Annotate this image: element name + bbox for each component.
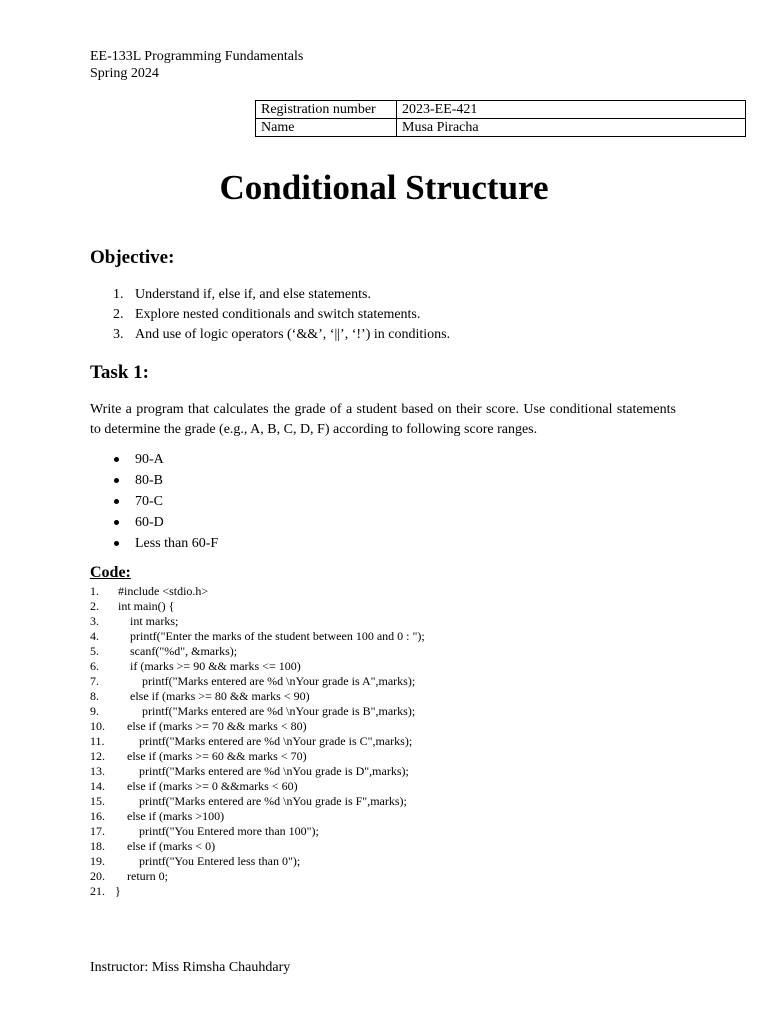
page-title: Conditional Structure [219,168,549,207]
list-text: Explore nested conditionals and switch statements. [135,307,421,322]
list-text: Understand if, else if, and else statements. [135,287,371,302]
grade-range: 80-B [135,473,163,488]
bullet-icon [114,520,119,525]
code-line [90,629,425,644]
line-number: 14. [90,779,105,793]
line-number: 12. [90,749,105,763]
code-line [90,674,425,689]
name-label: Name [256,119,397,137]
line-number: 3. [90,614,99,628]
table-row [256,119,746,137]
bullet-icon [114,457,119,462]
line-number: 11. [90,734,105,748]
code-text: else if (marks >= 70 && marks < 80) [112,719,307,733]
code-line [90,764,425,779]
list-item [90,512,218,533]
line-number: 6. [90,659,99,673]
code-line [90,869,425,884]
grade-range: 70-C [135,494,163,509]
registration-label: Registration number [256,101,397,119]
grade-range-list [90,449,218,554]
code-text: else if (marks < 0) [112,839,216,853]
course-term: Spring 2024 [90,66,159,81]
code-listing [90,584,425,899]
course-header [90,48,303,82]
line-number: 10. [90,719,105,733]
code-line [90,734,425,749]
code-text: else if (marks >= 80 && marks < 90) [112,689,310,703]
table-row [256,101,746,119]
line-number: 8. [90,689,99,703]
line-number: 15. [90,794,105,808]
line-number: 20. [90,869,105,883]
student-info-table [255,100,746,137]
objective-heading: Objective: [90,247,175,268]
line-number: 16. [90,809,105,823]
code-text: return 0; [112,869,168,883]
list-item [90,285,450,305]
code-text: scanf("%d", &marks); [112,644,238,658]
code-line [90,659,425,674]
code-text: int main() { [112,599,175,613]
list-item [90,325,450,345]
line-number: 17. [90,824,105,838]
code-text: printf("Marks entered are %d \nYour grade is A",marks); [112,674,416,688]
list-number: 1. [113,287,124,302]
code-text: printf("Marks entered are %d \nYour grade is B",marks); [112,704,416,718]
code-line [90,749,425,764]
objective-list [90,285,450,345]
line-number: 21. [90,884,105,898]
code-line [90,584,425,599]
list-number: 2. [113,307,124,322]
task-description: Write a program that calculates the grade of a student based on their score. Use conditional statements to determine the grade (e.g., A, B, C, D, F) according to following score ranges. [90,402,676,437]
code-line [90,839,425,854]
code-line [90,854,425,869]
code-text: printf("Enter the marks of the student between 100 and 0 : "); [112,629,425,643]
code-line [90,644,425,659]
code-line [90,599,425,614]
line-number: 5. [90,644,99,658]
code-text: printf("Marks entered are %d \nYou grade is F",marks); [112,794,407,808]
bullet-icon [114,478,119,483]
code-text: if (marks >= 90 && marks <= 100) [112,659,301,673]
code-line [90,689,425,704]
line-number: 4. [90,629,99,643]
grade-range: 60-D [135,515,164,530]
code-heading: Code: [90,564,131,581]
line-number: 2. [90,599,99,613]
code-text: printf("You Entered less than 0"); [112,854,301,868]
code-line [90,704,425,719]
code-line [90,809,425,824]
code-text: printf("You Entered more than 100"); [112,824,319,838]
code-line [90,614,425,629]
grade-range: Less than 60-F [135,536,219,551]
code-line [90,824,425,839]
line-number: 9. [90,704,99,718]
bullet-icon [114,541,119,546]
list-text: And use of logic operators (‘&&’, ‘||’, ‘!’) in conditions. [135,327,451,342]
line-number: 13. [90,764,105,778]
instructor-footer: Instructor: Miss Rimsha Chauhdary [90,960,291,975]
code-text: } [112,884,121,898]
code-line [90,779,425,794]
code-line [90,719,425,734]
list-item [90,533,218,554]
code-text: else if (marks >= 60 && marks < 70) [112,749,307,763]
code-text: printf("Marks entered are %d \nYou grade is D",marks); [112,764,409,778]
grade-range: 90-A [135,452,164,467]
line-number: 1. [90,584,99,598]
registration-value: 2023-EE-421 [397,101,746,119]
course-name: EE-133L Programming Fundamentals [90,49,304,64]
code-text: int marks; [112,614,179,628]
line-number: 7. [90,674,99,688]
list-item [90,470,218,491]
list-item [90,305,450,325]
bullet-icon [114,499,119,504]
code-text: #include <stdio.h> [112,584,209,598]
code-text: printf("Marks entered are %d \nYour grade is C",marks); [112,734,413,748]
list-item [90,449,218,470]
name-value: Musa Piracha [397,119,746,137]
code-text: else if (marks >100) [112,809,225,823]
line-number: 19. [90,854,105,868]
list-item [90,491,218,512]
code-line [90,794,425,809]
code-text: else if (marks >= 0 &&marks < 60) [112,779,298,793]
line-number: 18. [90,839,105,853]
list-number: 3. [113,327,124,342]
code-line [90,884,425,899]
task-heading: Task 1: [90,362,149,383]
